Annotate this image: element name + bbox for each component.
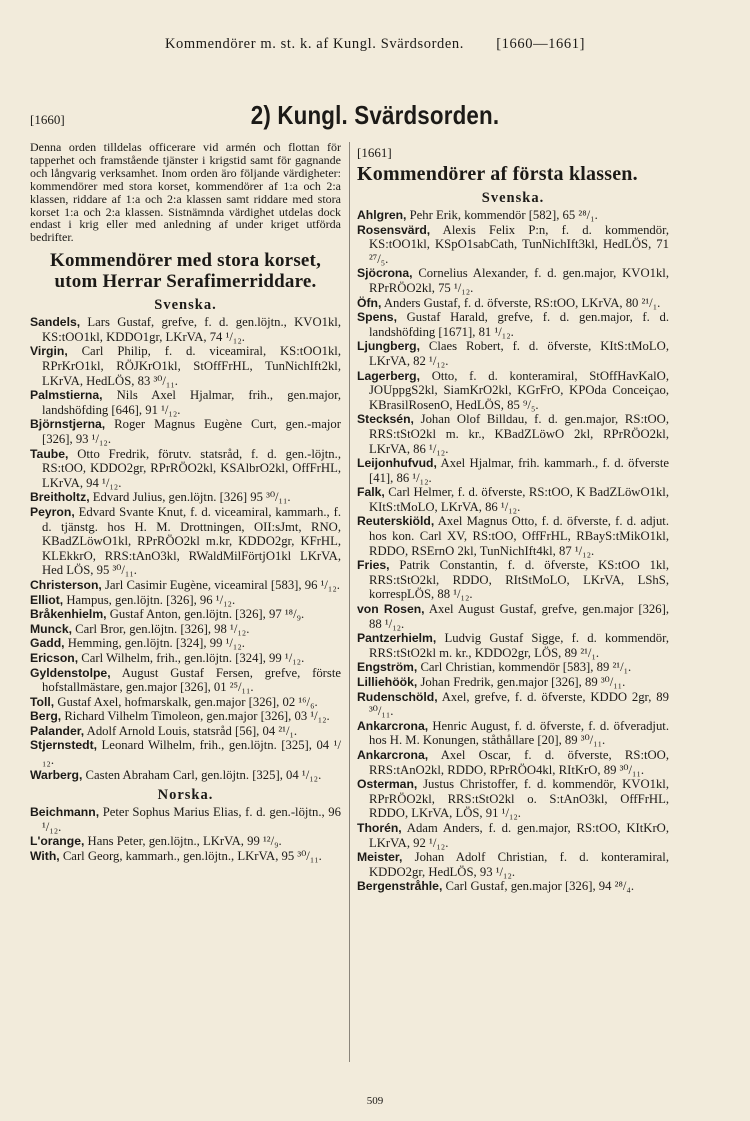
entry-name: Gyldenstolpe, [30, 665, 111, 680]
column-divider [349, 142, 350, 1062]
entry [357, 266, 669, 295]
entry [357, 456, 669, 485]
entry [357, 310, 669, 339]
entry [30, 388, 341, 417]
entry-details: Cornelius Alexander, f. d. gen.major, KVO1kl, RPrRÖO2kl, 75 ¹/₁₂. [369, 266, 669, 295]
entry-details: Richard Vilhelm Timoleon, gen.major [326], 03 ¹/₁₂. [61, 709, 330, 724]
entry-details: Edvard Svante Knut, f. d. viceamiral, kammarh., f. d. tjänstg. hos H. M. Drottningen, OII:sJmt, RNO, KBadZLöwO1kl, RPrRÖO2kl m.kr, KDDO2gr, KFrHL, KLEkkrO, RRS:tAnO3kl, RWaldMilFörtjO1kl LKrVA, Hed LÖS, 95 ³⁰/₁₁. [42, 504, 341, 578]
entry-name: Palmstierna, [30, 388, 103, 403]
entry-details: Carl Helmer, f. d. öfverste, RS:tOO, K BadZLöwO1kl, KItS:tMoLO, LKrVA, 86 ¹/₁₂. [369, 485, 669, 514]
entry [30, 447, 341, 491]
entry-details: Lars Gustaf, grefve, f. d. gen.löjtn., KVO1kl, KS:tOO1kl, KDDO1gr, LKrVA, 74 ¹/₁₂. [42, 315, 341, 344]
entry-name: L'orange, [30, 834, 85, 849]
entry-details: Carl Wilhelm, frih., gen.löjtn. [324], 99 ¹/₁₂. [78, 650, 305, 665]
entry-details: August Gustaf Fersen, grefve, förste hofstallmästare, gen.major [326], 01 ²⁵/₁₁. [42, 665, 341, 695]
entry-name: Berg, [30, 709, 62, 724]
entry [357, 777, 669, 821]
entry-details: Johan Olof Billdau, f. d. gen.major, RS:tOO, RRS:tStO2kl m. kr., KBadZLöwO 2kl, RPrRÖO2kl, LKrVA, 86 ¹/₁₂. [369, 412, 669, 456]
left-subhead-norska: Norska. [157, 787, 214, 804]
entry-name: Ericson, [30, 650, 79, 665]
entry-details: Edvard Julius, gen.löjtn. [326] 95 ³⁰/₁₁. [89, 490, 291, 505]
entry-name: Meister, [357, 850, 403, 865]
entry [30, 724, 341, 739]
entry [30, 344, 341, 388]
entry-name: Bergenstråhle, [357, 879, 443, 894]
section-title: 2) Kungl. Svärdsorden. [250, 100, 500, 130]
entry-name: Ankarcrona, [357, 718, 429, 733]
norska-entry-list [30, 805, 341, 863]
running-head [0, 36, 750, 53]
entry [357, 690, 669, 719]
entry-details: Carl Philip, f. d. viceamiral, KS:tOO1kl, RPrKrO1kl, RÖJKrO1kl, StOffFrHL, TunNichIft2kl, LKrVA, HedLÖS, 83 ³⁰/₁₁. [42, 344, 341, 388]
entry [357, 223, 669, 267]
entry-name: Falk, [357, 485, 385, 500]
entry-name: Elliot, [30, 592, 64, 607]
right-subhead-svenska: Svenska. [481, 190, 545, 206]
entry [357, 369, 669, 413]
entry-name: Toll, [30, 694, 55, 709]
entry-details: Axel, grefve, f. d. öfverste, KDDO 2gr, 89 ³⁰/₁₁. [369, 689, 669, 719]
entry-name: Stjernstedt, [30, 738, 98, 753]
entry-details: Johan Fredrik, gen.major [326], 89 ³⁰/₁₁. [417, 675, 626, 689]
entry-name: Virgin, [30, 344, 68, 359]
entry [30, 607, 341, 622]
entry-name: Breitholtz, [30, 490, 90, 505]
entry [30, 738, 341, 767]
entry-details: Axel Oscar, f. d. öfverste, RS:tOO, RRS:tAnO2kl, RDDO, RPrRÖO4kl, RItKrO, 89 ³⁰/₁₁. [369, 747, 669, 777]
entry-details: Hemming, gen.löjtn. [324], 99 ¹/₁₂. [64, 636, 245, 651]
entry [357, 296, 669, 311]
left-column [30, 141, 341, 864]
entry-details: Henric August, f. d. öfverste, f. d. öfveradjut. hos H. M. Konungen, ståthållare [20], 89 ³⁰/₁₁. [369, 718, 669, 748]
entry [30, 651, 341, 666]
entry [357, 339, 669, 368]
left-subhead-svenska: Svenska. [154, 297, 217, 314]
entry [30, 578, 341, 593]
entry [357, 719, 669, 748]
running-head-title: Kommendörer m. st. k. af Kungl. Svärdsorden. [164, 36, 465, 52]
entry-name: Fries, [357, 558, 390, 573]
running-head-years: [1660—1661] [496, 36, 586, 52]
entry-details: Nils Axel Hjalmar, frih., gen.major, landshöfding [646], 91 ¹/₁₂. [42, 388, 341, 417]
entry-details: Hans Peter, gen.löjtn., LKrVA, 99 ¹²/₉. [84, 834, 282, 849]
entry [30, 834, 341, 849]
entry-details: Leonard Wilhelm, frih., gen.löjtn. [325], 04 ¹/₁₂. [42, 738, 341, 768]
entry [30, 593, 341, 608]
entry-name: Lilliehöök, [357, 675, 418, 689]
entry [30, 622, 341, 637]
entry-name: Spens, [357, 310, 397, 325]
entry-details: Carl Gustaf, gen.major [326], 94 ²⁸/₄. [442, 879, 634, 894]
section-year-label: [1660] [30, 112, 65, 127]
entry-name: Sandels, [30, 315, 81, 330]
entry-details: Carl Christian, kommendör [583], 89 ²¹/₁. [417, 660, 632, 675]
entry [30, 636, 341, 651]
entry [357, 748, 669, 777]
right-entry-list [357, 208, 669, 894]
right-column [357, 141, 669, 894]
entry-name: Lagerberg, [357, 368, 420, 383]
entry [357, 821, 669, 850]
entry-name: Ahlgren, [357, 208, 407, 222]
entry-details: Gustaf Axel, hofmarskalk, gen.major [326], 02 ¹⁶/₆. [54, 694, 318, 709]
page-number: 509 [366, 1095, 384, 1107]
entry-name: Rudenschöld, [357, 689, 438, 704]
entry-name: Rosensvärd, [357, 222, 431, 237]
entry [357, 514, 669, 558]
entry-name: Öfn, [357, 295, 382, 310]
entry-name: Bråkenhielm, [30, 607, 107, 622]
left-entry-list [30, 315, 341, 782]
entry [357, 208, 669, 223]
entry-name: Leijonhufvud, [357, 456, 437, 471]
entry-details: Hampus, gen.löjtn. [326], 96 ¹/₁₂. [63, 592, 236, 607]
entry-name: Björnstjerna, [30, 417, 106, 432]
entry [357, 675, 669, 690]
entry-details: Gustaf Harald, grefve, f. d. gen.major, f. d. landshöfding [1671], 81 ¹/₁₂. [369, 310, 669, 339]
entry [357, 631, 669, 660]
entry-name: Stecksén, [357, 412, 414, 427]
entry-name: Warberg, [30, 767, 83, 782]
entry-details: Axel Magnus Otto, f. d. öfverste, f. d. adjut. hos kon. Carl XV, RS:tOO, OffFrHL, RBayS:tMikO1kl, RDDO, RSErnO 2kl, TunNichIft4kl, 87 ¹/₁₂. [369, 514, 669, 558]
entry-details: Patrik Constantin, f. d. öfverste, KS:tOO 1kl, RRS:tStO2kl, RDDO, RItStMoLO, LKrVA, LShS, korrespLÖS, 88 ¹/₁₂. [369, 558, 669, 602]
entry-name: Ankarcrona, [357, 747, 429, 762]
left-heading: Kommendörer med stora korset, utom Herrar Serafimerriddare. [49, 250, 322, 293]
entry [30, 490, 341, 505]
entry [30, 315, 341, 344]
entry [30, 709, 341, 724]
entry [357, 879, 669, 894]
entry-details: Johan Adolf Christian, f. d. konteramiral, KDDO2gr, HedLÖS, 93 ¹/₁₂. [369, 850, 669, 879]
entry-name: Osterman, [357, 777, 418, 792]
entry-name: Thorén, [357, 820, 402, 835]
entry-name: Palander, [30, 723, 85, 738]
entry [30, 417, 341, 446]
entry [357, 412, 669, 456]
entry-name: Beichmann, [30, 805, 100, 820]
right-year-label: [1661] [357, 145, 392, 160]
entry [30, 805, 341, 834]
entry-name: Ljungberg, [357, 339, 420, 354]
intro-paragraph: Denna orden tilldelas officerare vid armén och flottan för tapperhet och framstående tjänster i krigstid samt för gagnande och långvarig verksamhet. Inom orden äro följande värdigheter: kommendörer med stora korset, kommendörer af 1:a och 2:a klassen, riddare af 1:a och 2:a klassen samt riddare med stora korset 1:a och 2:a klassen. Sistnämnda värdighet utdelas dock endast i krig eller med anledning af under kriget utförda bedrifter. [30, 140, 341, 245]
entry-details: Peter Sophus Marius Elias, f. d. gen.-löjtn., 96 ¹/₁₂. [42, 805, 341, 834]
entry-name: Reuterskiöld, [357, 514, 435, 529]
entry-details: Claes Robert, f. d. öfverste, KItS:tMoLO, LKrVA, 82 ¹/₁₂. [369, 339, 669, 368]
entry-details: Axel August Gustaf, grefve, gen.major [326], 88 ¹/₁₂. [369, 602, 670, 631]
entry-details: Adolf Arnold Louis, statsråd [56], 04 ²¹/₁. [84, 723, 298, 738]
entry-details: Axel Hjalmar, frih. kammarh., f. d. öfverste [41], 86 ¹/₁₂. [369, 456, 669, 485]
entry-name: Munck, [30, 621, 72, 636]
entry [357, 660, 669, 675]
entry [30, 768, 341, 783]
entry-details: Pehr Erik, kommendör [582], 65 ²⁸/₁. [406, 208, 598, 222]
entry [30, 849, 341, 864]
entry-name: von Rosen, [357, 602, 425, 617]
entry-details: Ludvig Gustaf Sigge, f. d. kommendör, RRS:tStO2kl m. kr., KDDO2gr, LÖS, 89 ²¹/₁. [369, 631, 669, 660]
entry [30, 666, 341, 695]
entry-details: Justus Christoffer, f. d. kommendör, KVO1kl, RPrRÖO2kl, RRS:tStO2kl o. S:tAnO3kl, OffFrHL, RDDO, LKrVA, LÖS, 91 ¹/₁₂. [369, 777, 669, 821]
entry-details: Alexis Felix P:n, f. d. kommendör, KS:tOO1kl, KSpO1sabCath, TunNichIft3kl, HedLÖS, 71 ²⁷/₅. [369, 222, 669, 266]
entry-details: Adam Anders, f. d. gen.major, RS:tOO, KItKrO, LKrVA, 92 ¹/₁₂. [369, 820, 669, 850]
entry [357, 485, 669, 514]
entry-name: Taube, [30, 446, 69, 461]
entry-details: Gustaf Anton, gen.löjtn. [326], 97 ¹⁸/₉. [106, 607, 305, 622]
entry [357, 558, 669, 602]
entry-name: Engström, [357, 660, 418, 675]
entry-details: Otto, f. d. konteramiral, StOffHavKalO, JOUppgS2kl, SiamKrO2kl, KGrFrO, KPOda Conceiçao, KBrasilRosenO, HedLÖS, 85 ⁹/₅. [369, 368, 669, 412]
entry-name: Gadd, [30, 636, 65, 651]
entry-details: Carl Bror, gen.löjtn. [326], 98 ¹/₁₂. [71, 621, 250, 636]
entry-details: Roger Magnus Eugène Curt, gen.-major [326], 93 ¹/₁₂. [42, 417, 341, 446]
entry-name: Peyron, [30, 504, 75, 519]
entry-details: Carl Georg, kammarh., gen.löjtn., LKrVA, 95 ³⁰/₁₁. [59, 849, 322, 864]
entry [357, 850, 669, 879]
entry [30, 695, 341, 710]
entry-details: Jarl Casimir Eugène, viceamiral [583], 96 ¹/₁₂. [101, 577, 340, 592]
entry-details: Otto Fredrik, förutv. statsråd, f. d. gen.-löjtn., RS:tOO, KDDO2gr, RPrRÖO2kl, KSAlbrO2kl, OffFrHL, LKrVA, 94 ¹/₁₂. [42, 446, 341, 490]
entry-details: Anders Gustaf, f. d. öfverste, RS:tOO, LKrVA, 80 ²¹/₁. [381, 295, 661, 310]
entry [357, 602, 669, 631]
entry-name: Pantzerhielm, [357, 631, 437, 646]
entry-details: Casten Abraham Carl, gen.löjtn. [325], 04 ¹/₁₂. [82, 767, 322, 782]
entry [30, 505, 341, 578]
right-heading: Kommendörer af första klassen. [357, 163, 638, 185]
entry-name: Christerson, [30, 577, 102, 592]
entry-name: Sjöcrona, [357, 266, 413, 281]
entry-name: With, [30, 849, 60, 864]
